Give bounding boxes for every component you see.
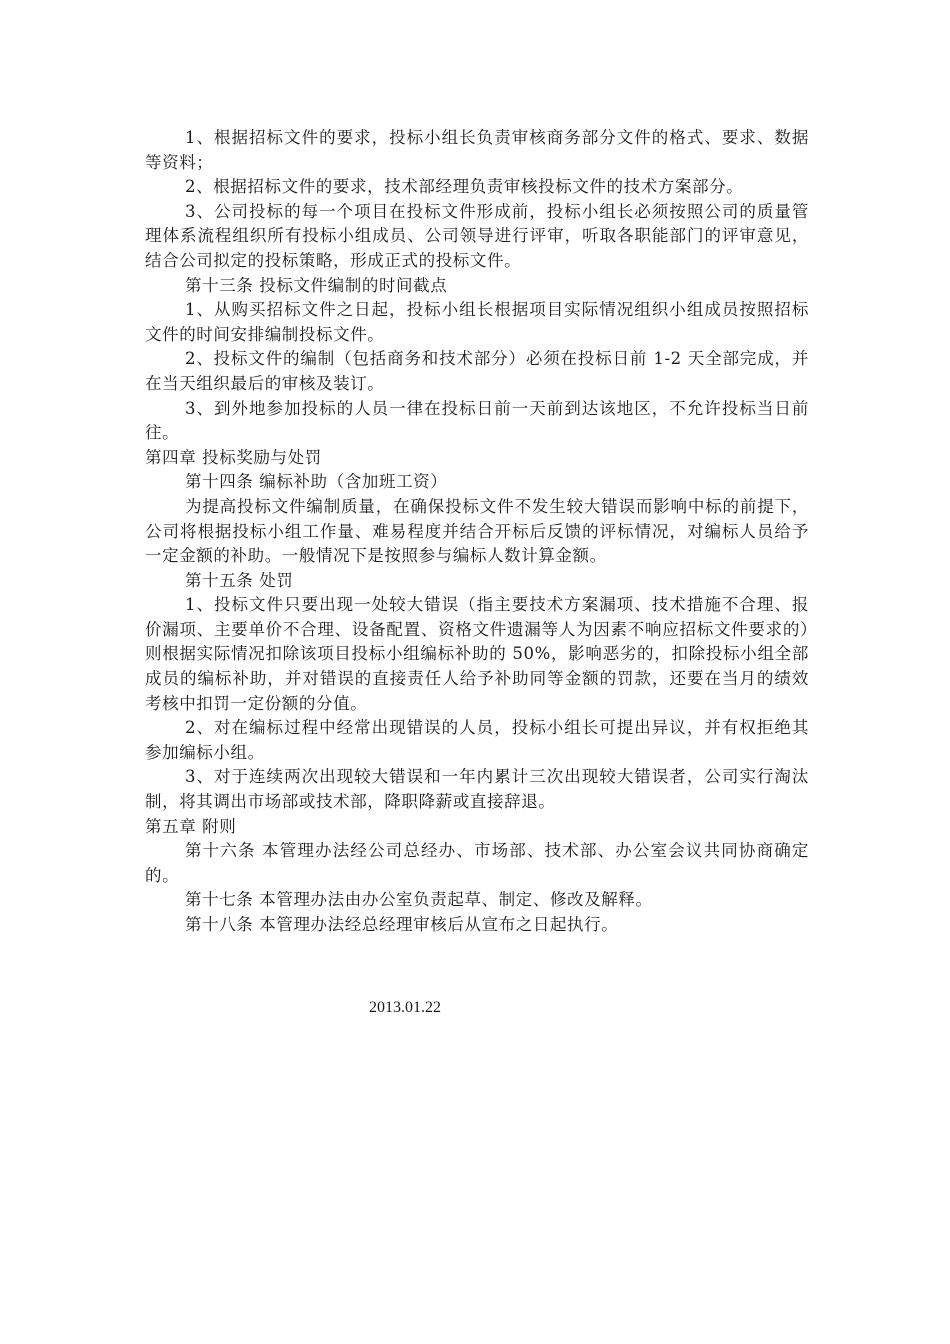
clause-paragraph: 2、根据招标文件的要求，技术部经理负责审核投标文件的技术方案部分。 bbox=[185, 177, 744, 197]
article-paragraph: 第十八条 本管理办法经总经理审核后从宣布之日起执行。 bbox=[185, 915, 619, 934]
article-paragraph: 第十七条 本管理办法由办公室负责起草、制定、修改及解释。 bbox=[185, 890, 653, 910]
chapter-heading: 第四章 投标奖励与处罚 bbox=[145, 447, 322, 467]
article-heading: 第十三条 投标文件编制的时间截点 bbox=[185, 275, 448, 295]
clause-paragraph: 3、公司投标的每一个项目在投标文件形成前，投标小组长必须按照公司的质量管理体系流程组织所有投标小组成员、公司领导进行评审，听取各职能部门的评审意见，结合公司拟定的投标策略，形成正式的投标文件。 bbox=[145, 201, 809, 270]
clause-paragraph: 2、对在编标过程中经常出现错误的人员，投标小组长可提出异议，并有权拒绝其参加编标小组。 bbox=[145, 718, 809, 762]
clause-paragraph: 3、到外地参加投标的人员一律在投标日前一天前到达该地区，不允许投标当日前往。 bbox=[145, 398, 809, 443]
clause-paragraph: 1、根据招标文件的要求，投标小组长负责审核商务部分文件的格式、要求、数据等资料； bbox=[145, 128, 809, 172]
article-heading: 第十四条 编标补助（含加班工资） bbox=[185, 472, 448, 492]
article-paragraph: 第十六条 本管理办法经公司总经办、市场部、技术部、办公室会议共同协商确定的。 bbox=[145, 841, 809, 885]
document-date: 2013.01.22 bbox=[369, 999, 441, 1016]
chapter-heading: 第五章 附则 bbox=[145, 816, 237, 836]
article-heading: 第十五条 处罚 bbox=[185, 570, 294, 590]
clause-paragraph: 2、投标文件的编制（包括商务和技术部分）必须在投标日前 1-2 天全部完成，并在当天组织最后的审核及装订。 bbox=[145, 349, 809, 393]
clause-paragraph: 为提高投标文件编制质量，在确保投标文件不发生较大错误而影响中标的前提下，公司将根据投标小组工作量、难易程度并结合开标后反馈的评标情况，对编标人员给予一定金额的补助。一般情况下是按照参与编标人数计算金额。 bbox=[145, 496, 809, 566]
clause-paragraph: 1、投标文件只要出现一处较大错误（指主要技术方案漏项、技术措施不合理、报价漏项、主要单价不合理、设备配置、资格文件遗漏等人为因素不响应招标文件要求的）则根据实际情况扣除该项目投标小组编标补助的 50%，影响恶劣的，扣除投标小组全部成员的编标补助，并对错误的直接责任人给予补助同等金额的罚款，还要在当月的绩效考核中扣罚一定份额的分值。 bbox=[145, 595, 809, 713]
clause-paragraph: 1、从购买招标文件之日起，投标小组长根据项目实际情况组织小组成员按照招标文件的时间安排编制投标文件。 bbox=[145, 300, 809, 344]
document-body bbox=[145, 126, 809, 938]
clause-paragraph: 3、对于连续两次出现较大错误和一年内累计三次出现较大错误者，公司实行淘汰制，将其调出市场部或技术部，降职降薪或直接辞退。 bbox=[145, 767, 809, 812]
